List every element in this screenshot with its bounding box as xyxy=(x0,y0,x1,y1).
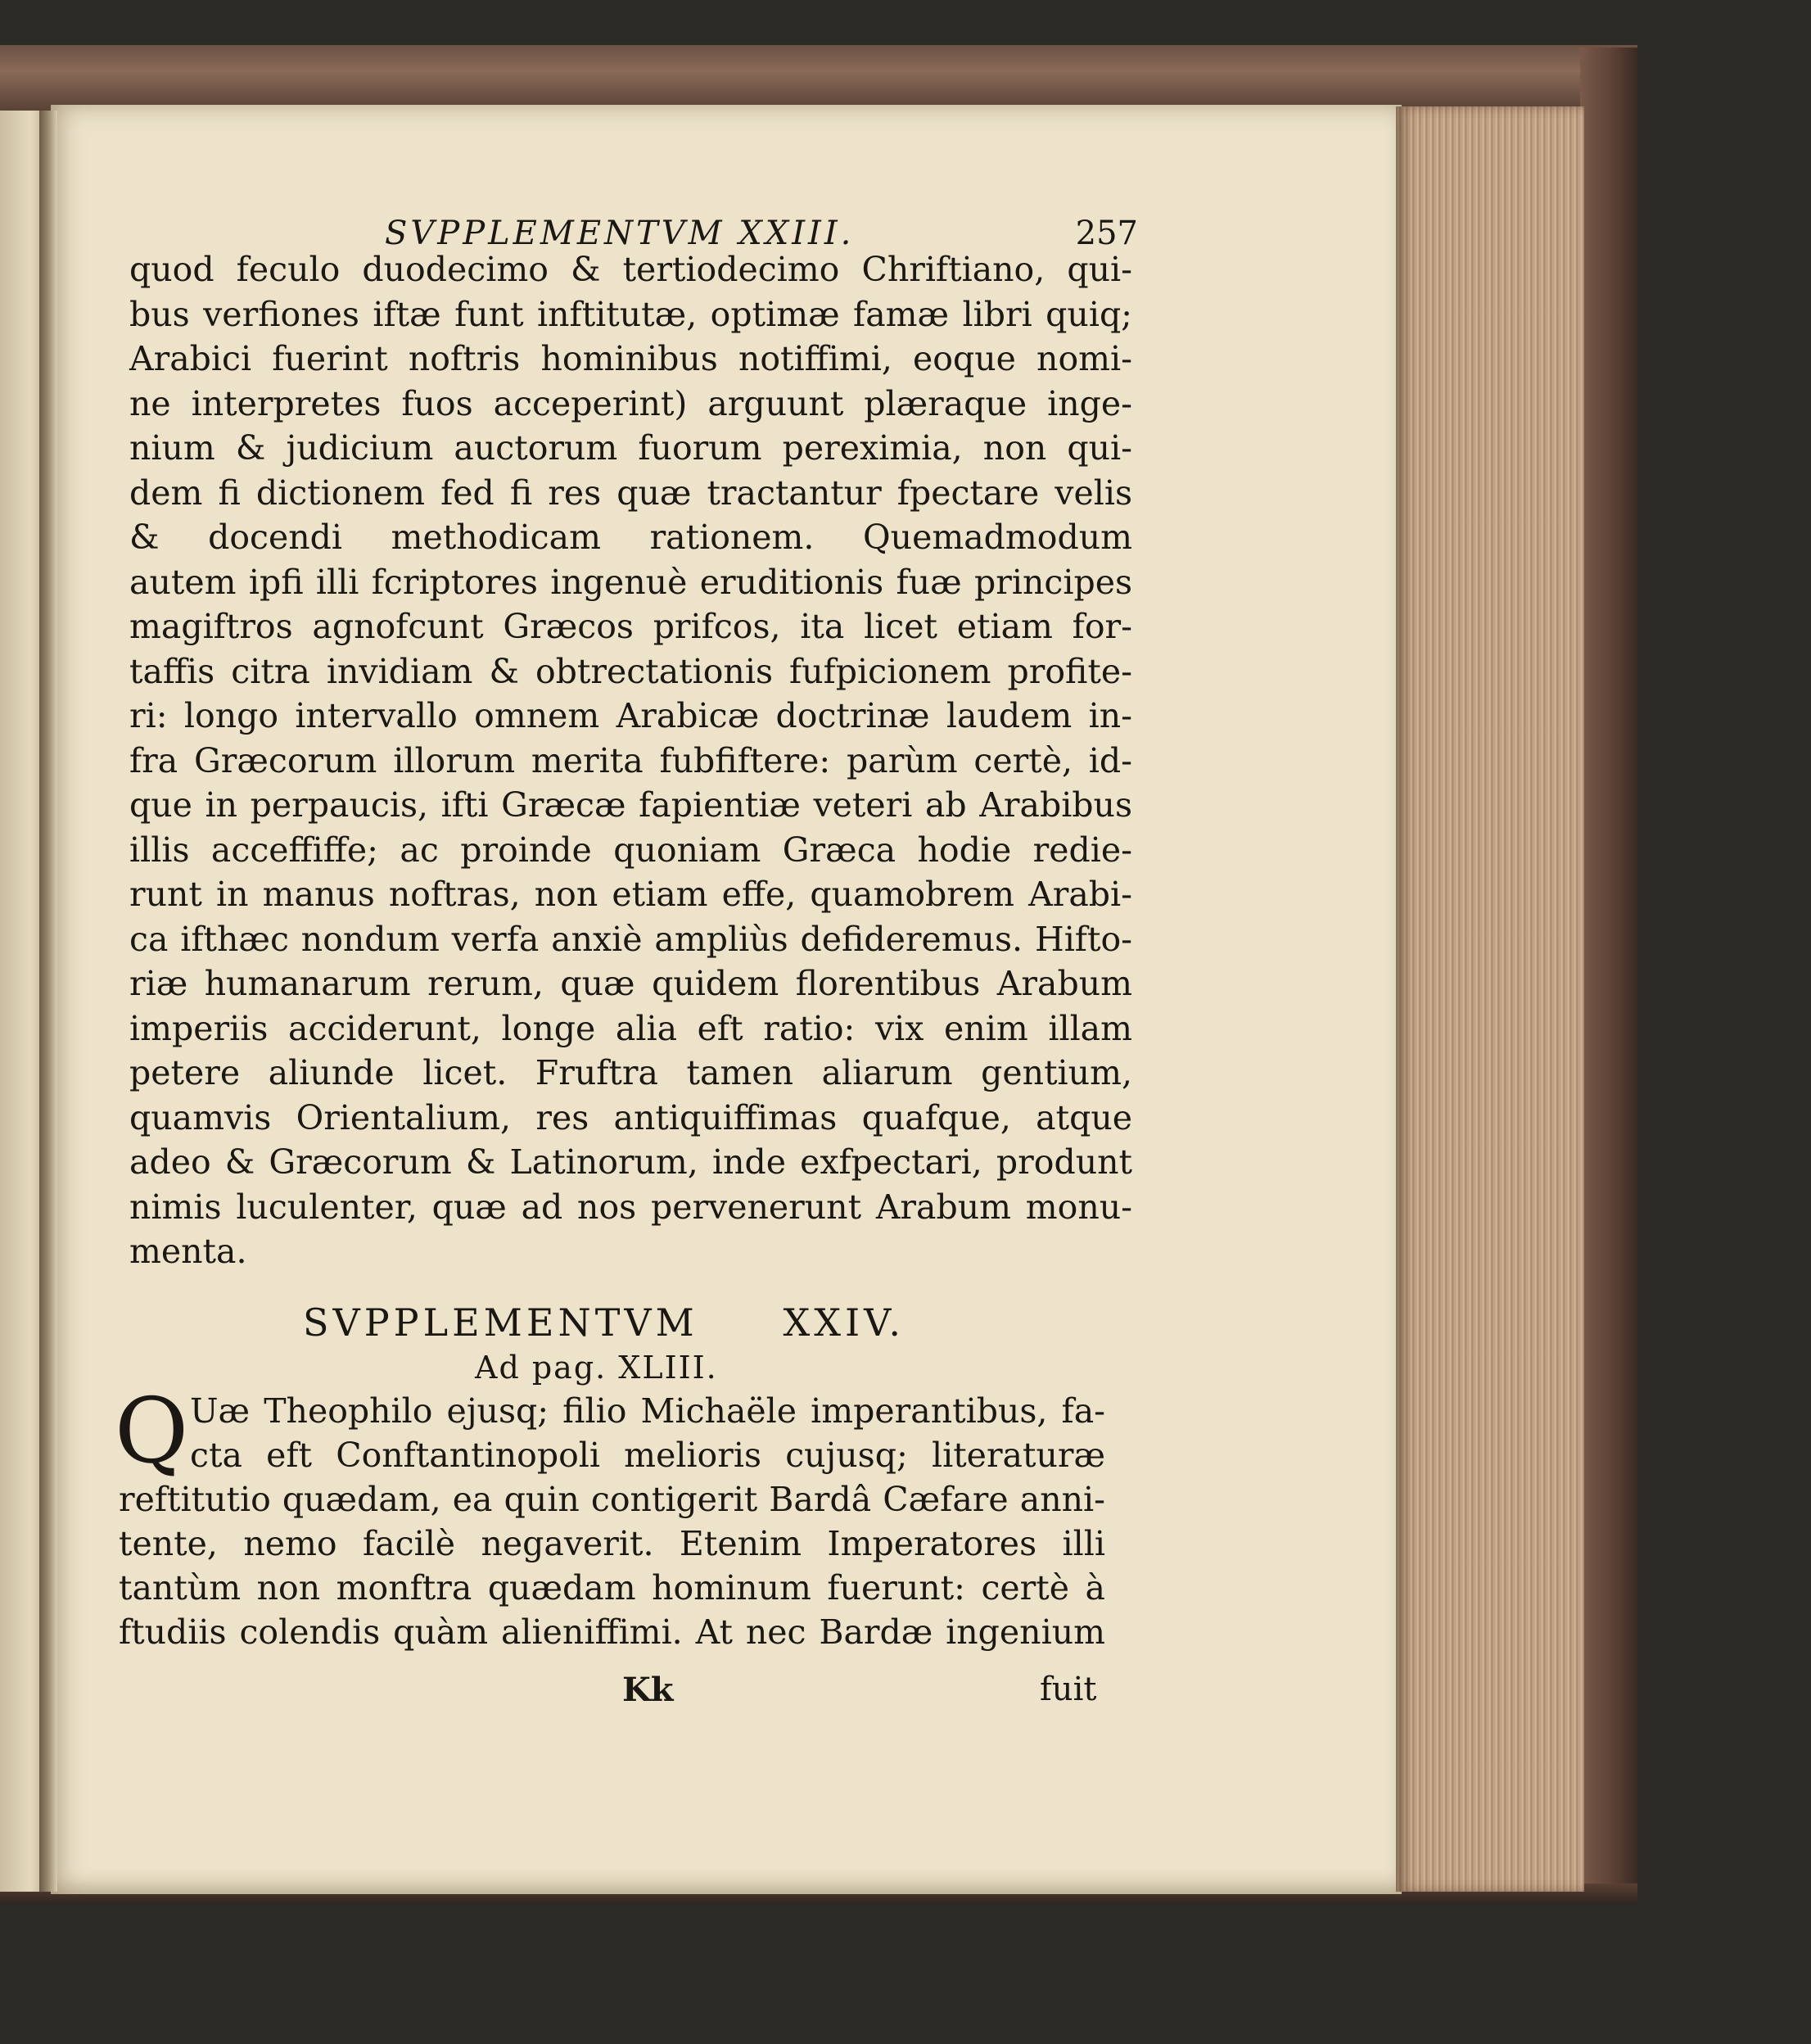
section-line: ftudiis colendis quàm alieniffimi. At nec Bardæ ingenium xyxy=(119,1612,1105,1652)
section-line: cta eft Conftantinopoli melioris cujusq; literaturæ xyxy=(190,1436,1105,1475)
body-line: quamvis Orientalium, res antiquiffimas quafque, atque xyxy=(129,1097,1132,1137)
section-line: tantùm non monftra quædam hominum fuerunt: certè à xyxy=(119,1568,1105,1608)
body-line: ri: longo intervallo omnem Arabicæ doctrinæ laudem in- xyxy=(129,696,1132,735)
body-line: taffis citra invidiam & obtrectationis fufpicionem profite- xyxy=(129,651,1132,691)
drop-cap: Q xyxy=(115,1378,189,1483)
section-line: Uæ Theophilo ejusq; filio Michaële imperantibus, fa- xyxy=(190,1391,1105,1431)
page-number: 257 xyxy=(1075,215,1138,252)
body-line: quod feculo duodecimo & tertiodecimo Chriftiano, qui- xyxy=(129,250,1132,289)
page-block-edges xyxy=(1396,106,1584,1892)
body-line: dem fi dictionem fed fi res quæ tractantur fpectare velis xyxy=(129,473,1132,513)
running-head: SVPPLEMENTVM XXIII. xyxy=(385,215,855,252)
body-line: autem ipfi illi fcriptores ingenuè eruditionis fuæ principes xyxy=(129,562,1132,602)
body-line: nimis luculenter, quæ ad nos pervenerunt Arabum monu- xyxy=(129,1187,1132,1227)
body-line: que in perpaucis, ifti Græcæ fapientiæ veteri ab Arabibus xyxy=(129,785,1132,825)
body-line: Arabici fuerint noftris hominibus notiffimi, eoque nomi- xyxy=(129,339,1132,378)
body-line: & docendi methodicam rationem. Quemadmodum xyxy=(129,518,1132,557)
section-line: reftitutio quædam, ea quin contigerit Bardâ Cæfare anni- xyxy=(119,1480,1105,1519)
body-line: menta. xyxy=(129,1232,247,1271)
book-gutter xyxy=(39,111,57,1892)
body-line: bus verfiones iftæ funt inftitutæ, optimæ famæ libri quiq; xyxy=(129,294,1132,334)
body-line: fra Græcorum illorum merita fubfiftere: parùm certè, id- xyxy=(129,740,1132,780)
body-line: nium & judicium auctorum fuorum pereximia, non qui- xyxy=(129,428,1132,468)
section-title: SVPPLEMENTVM XXIV. xyxy=(303,1300,905,1345)
book-cover-top xyxy=(0,45,1637,111)
signature-mark: Kk xyxy=(622,1671,674,1709)
body-line: illis acceffiffe; ac proinde quoniam Græca hodie redie- xyxy=(129,830,1132,870)
book-cover-right xyxy=(1580,47,1637,1898)
body-line: magiftros agnofcunt Græcos prifcos, ita licet etiam for- xyxy=(129,607,1132,646)
body-line: imperiis acciderunt, longe alia eft ratio: vix enim illam xyxy=(129,1008,1132,1048)
body-line: ne interpretes fuos acceperint) arguunt plæraque inge- xyxy=(129,383,1132,423)
body-line: petere aliunde licet. Fruftra tamen aliarum gentium, xyxy=(129,1053,1132,1092)
section-subtitle: Ad pag. XLIII. xyxy=(475,1350,718,1386)
body-line: runt in manus noftras, non etiam effe, quamobrem Arabi- xyxy=(129,875,1132,914)
body-line: ca ifthæc nondum verfa anxiè ampliùs defideremus. Hifto- xyxy=(129,919,1132,959)
section-line: tente, nemo facilè negaverit. Etenim Imperatores illi xyxy=(119,1524,1105,1563)
catchword: fuit xyxy=(1040,1671,1097,1708)
body-line: riæ humanarum rerum, quæ quidem florentibus Arabum xyxy=(129,964,1132,1003)
body-line: adeo & Græcorum & Latinorum, inde exfpectari, produnt xyxy=(129,1142,1132,1182)
